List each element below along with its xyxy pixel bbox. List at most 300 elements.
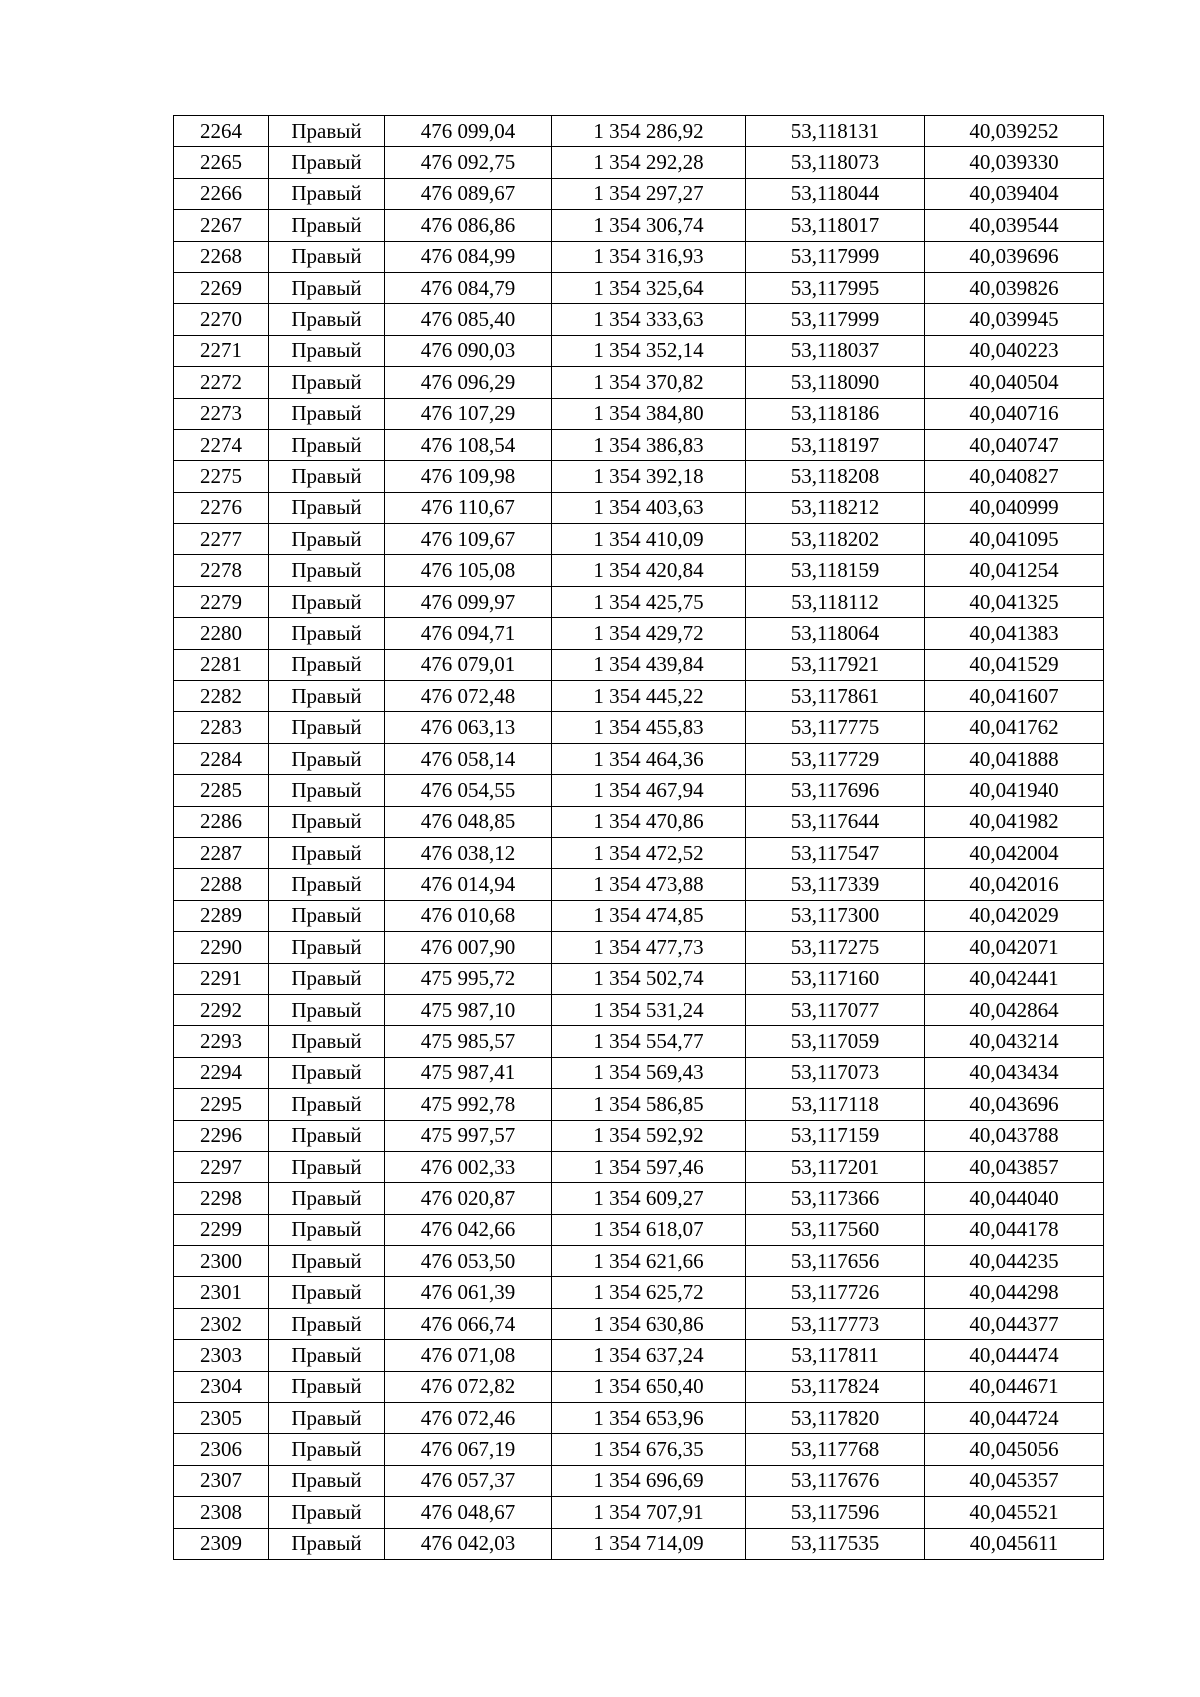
table-row xyxy=(174,900,1104,931)
point-number-cell: 2283 xyxy=(174,712,269,743)
y-coordinate-cell: 1 354 306,74 xyxy=(552,210,746,241)
side-cell: Правый xyxy=(269,461,385,492)
x-coordinate-cell: 476 105,08 xyxy=(385,555,552,586)
point-number-cell: 2282 xyxy=(174,681,269,712)
latitude-cell: 53,117921 xyxy=(746,649,925,680)
x-coordinate-cell: 476 092,75 xyxy=(385,147,552,178)
longitude-cell: 40,043696 xyxy=(925,1089,1104,1120)
point-number-cell: 2298 xyxy=(174,1183,269,1214)
y-coordinate-cell: 1 354 630,86 xyxy=(552,1308,746,1339)
table-row xyxy=(174,994,1104,1025)
y-coordinate-cell: 1 354 464,36 xyxy=(552,743,746,774)
point-number-cell: 2302 xyxy=(174,1308,269,1339)
y-coordinate-cell: 1 354 586,85 xyxy=(552,1089,746,1120)
latitude-cell: 53,117275 xyxy=(746,932,925,963)
x-coordinate-cell: 476 084,99 xyxy=(385,241,552,272)
table-row xyxy=(174,1151,1104,1182)
longitude-cell: 40,043857 xyxy=(925,1151,1104,1182)
side-cell: Правый xyxy=(269,398,385,429)
x-coordinate-cell: 476 109,67 xyxy=(385,524,552,555)
table-row xyxy=(174,555,1104,586)
side-cell: Правый xyxy=(269,1151,385,1182)
table-row xyxy=(174,1371,1104,1402)
point-number-cell: 2292 xyxy=(174,994,269,1025)
x-coordinate-cell: 476 042,03 xyxy=(385,1528,552,1559)
side-cell: Правый xyxy=(269,1246,385,1277)
table-row xyxy=(174,1120,1104,1151)
latitude-cell: 53,117773 xyxy=(746,1308,925,1339)
side-cell: Правый xyxy=(269,1214,385,1245)
side-cell: Правый xyxy=(269,1371,385,1402)
latitude-cell: 53,117775 xyxy=(746,712,925,743)
point-number-cell: 2265 xyxy=(174,147,269,178)
longitude-cell: 40,041383 xyxy=(925,618,1104,649)
table-row xyxy=(174,524,1104,555)
longitude-cell: 40,044040 xyxy=(925,1183,1104,1214)
latitude-cell: 53,117366 xyxy=(746,1183,925,1214)
point-number-cell: 2273 xyxy=(174,398,269,429)
longitude-cell: 40,042016 xyxy=(925,869,1104,900)
point-number-cell: 2271 xyxy=(174,335,269,366)
point-number-cell: 2308 xyxy=(174,1497,269,1528)
x-coordinate-cell: 476 099,97 xyxy=(385,586,552,617)
table-row xyxy=(174,775,1104,806)
y-coordinate-cell: 1 354 707,91 xyxy=(552,1497,746,1528)
point-number-cell: 2277 xyxy=(174,524,269,555)
point-number-cell: 2275 xyxy=(174,461,269,492)
longitude-cell: 40,039252 xyxy=(925,116,1104,147)
latitude-cell: 53,117201 xyxy=(746,1151,925,1182)
table-row xyxy=(174,869,1104,900)
y-coordinate-cell: 1 354 696,69 xyxy=(552,1465,746,1496)
longitude-cell: 40,045357 xyxy=(925,1465,1104,1496)
latitude-cell: 53,117596 xyxy=(746,1497,925,1528)
x-coordinate-cell: 476 099,04 xyxy=(385,116,552,147)
table-row xyxy=(174,1497,1104,1528)
y-coordinate-cell: 1 354 609,27 xyxy=(552,1183,746,1214)
y-coordinate-cell: 1 354 370,82 xyxy=(552,367,746,398)
y-coordinate-cell: 1 354 472,52 xyxy=(552,837,746,868)
point-number-cell: 2291 xyxy=(174,963,269,994)
point-number-cell: 2285 xyxy=(174,775,269,806)
longitude-cell: 40,041325 xyxy=(925,586,1104,617)
x-coordinate-cell: 476 014,94 xyxy=(385,869,552,900)
table-row xyxy=(174,1089,1104,1120)
y-coordinate-cell: 1 354 653,96 xyxy=(552,1403,746,1434)
table-row xyxy=(174,1308,1104,1339)
point-number-cell: 2306 xyxy=(174,1434,269,1465)
point-number-cell: 2264 xyxy=(174,116,269,147)
side-cell: Правый xyxy=(269,586,385,617)
y-coordinate-cell: 1 354 473,88 xyxy=(552,869,746,900)
point-number-cell: 2297 xyxy=(174,1151,269,1182)
table-row xyxy=(174,178,1104,209)
x-coordinate-cell: 476 058,14 xyxy=(385,743,552,774)
x-coordinate-cell: 476 072,48 xyxy=(385,681,552,712)
x-coordinate-cell: 476 067,19 xyxy=(385,1434,552,1465)
latitude-cell: 53,117729 xyxy=(746,743,925,774)
x-coordinate-cell: 476 066,74 xyxy=(385,1308,552,1339)
side-cell: Правый xyxy=(269,806,385,837)
latitude-cell: 53,118037 xyxy=(746,335,925,366)
y-coordinate-cell: 1 354 425,75 xyxy=(552,586,746,617)
x-coordinate-cell: 475 987,10 xyxy=(385,994,552,1025)
point-number-cell: 2294 xyxy=(174,1057,269,1088)
side-cell: Правый xyxy=(269,869,385,900)
y-coordinate-cell: 1 354 597,46 xyxy=(552,1151,746,1182)
longitude-cell: 40,040827 xyxy=(925,461,1104,492)
latitude-cell: 53,118159 xyxy=(746,555,925,586)
longitude-cell: 40,045521 xyxy=(925,1497,1104,1528)
point-number-cell: 2278 xyxy=(174,555,269,586)
side-cell: Правый xyxy=(269,1497,385,1528)
y-coordinate-cell: 1 354 386,83 xyxy=(552,429,746,460)
y-coordinate-cell: 1 354 429,72 xyxy=(552,618,746,649)
longitude-cell: 40,044474 xyxy=(925,1340,1104,1371)
point-number-cell: 2281 xyxy=(174,649,269,680)
table-row xyxy=(174,335,1104,366)
table-row xyxy=(174,461,1104,492)
y-coordinate-cell: 1 354 714,09 xyxy=(552,1528,746,1559)
x-coordinate-cell: 476 057,37 xyxy=(385,1465,552,1496)
side-cell: Правый xyxy=(269,1403,385,1434)
latitude-cell: 53,117560 xyxy=(746,1214,925,1245)
latitude-cell: 53,117118 xyxy=(746,1089,925,1120)
y-coordinate-cell: 1 354 618,07 xyxy=(552,1214,746,1245)
longitude-cell: 40,042864 xyxy=(925,994,1104,1025)
x-coordinate-cell: 476 038,12 xyxy=(385,837,552,868)
table-row xyxy=(174,743,1104,774)
side-cell: Правый xyxy=(269,618,385,649)
side-cell: Правый xyxy=(269,1089,385,1120)
point-number-cell: 2295 xyxy=(174,1089,269,1120)
y-coordinate-cell: 1 354 569,43 xyxy=(552,1057,746,1088)
table-row xyxy=(174,1183,1104,1214)
table-row xyxy=(174,806,1104,837)
table-row xyxy=(174,1403,1104,1434)
latitude-cell: 53,117059 xyxy=(746,1026,925,1057)
point-number-cell: 2287 xyxy=(174,837,269,868)
y-coordinate-cell: 1 354 625,72 xyxy=(552,1277,746,1308)
table-row xyxy=(174,1246,1104,1277)
table-row xyxy=(174,429,1104,460)
table-row xyxy=(174,210,1104,241)
latitude-cell: 53,117159 xyxy=(746,1120,925,1151)
longitude-cell: 40,039945 xyxy=(925,304,1104,335)
longitude-cell: 40,041982 xyxy=(925,806,1104,837)
latitude-cell: 53,117995 xyxy=(746,272,925,303)
x-coordinate-cell: 476 089,67 xyxy=(385,178,552,209)
longitude-cell: 40,044178 xyxy=(925,1214,1104,1245)
latitude-cell: 53,117696 xyxy=(746,775,925,806)
y-coordinate-cell: 1 354 467,94 xyxy=(552,775,746,806)
y-coordinate-cell: 1 354 650,40 xyxy=(552,1371,746,1402)
table-row xyxy=(174,1465,1104,1496)
longitude-cell: 40,041095 xyxy=(925,524,1104,555)
x-coordinate-cell: 476 072,82 xyxy=(385,1371,552,1402)
longitude-cell: 40,039404 xyxy=(925,178,1104,209)
latitude-cell: 53,117999 xyxy=(746,241,925,272)
longitude-cell: 40,040504 xyxy=(925,367,1104,398)
side-cell: Правый xyxy=(269,837,385,868)
point-number-cell: 2276 xyxy=(174,492,269,523)
point-number-cell: 2300 xyxy=(174,1246,269,1277)
longitude-cell: 40,044235 xyxy=(925,1246,1104,1277)
side-cell: Правый xyxy=(269,963,385,994)
x-coordinate-cell: 476 090,03 xyxy=(385,335,552,366)
table-row xyxy=(174,492,1104,523)
latitude-cell: 53,117547 xyxy=(746,837,925,868)
y-coordinate-cell: 1 354 621,66 xyxy=(552,1246,746,1277)
table-row xyxy=(174,932,1104,963)
table-row xyxy=(174,1434,1104,1465)
side-cell: Правый xyxy=(269,178,385,209)
longitude-cell: 40,041940 xyxy=(925,775,1104,806)
table-row xyxy=(174,304,1104,335)
point-number-cell: 2268 xyxy=(174,241,269,272)
point-number-cell: 2272 xyxy=(174,367,269,398)
table-row xyxy=(174,1057,1104,1088)
latitude-cell: 53,117726 xyxy=(746,1277,925,1308)
x-coordinate-cell: 476 071,08 xyxy=(385,1340,552,1371)
side-cell: Правый xyxy=(269,272,385,303)
longitude-cell: 40,043434 xyxy=(925,1057,1104,1088)
point-number-cell: 2299 xyxy=(174,1214,269,1245)
side-cell: Правый xyxy=(269,649,385,680)
point-number-cell: 2305 xyxy=(174,1403,269,1434)
longitude-cell: 40,045611 xyxy=(925,1528,1104,1559)
side-cell: Правый xyxy=(269,1120,385,1151)
x-coordinate-cell: 476 007,90 xyxy=(385,932,552,963)
x-coordinate-cell: 476 096,29 xyxy=(385,367,552,398)
latitude-cell: 53,118064 xyxy=(746,618,925,649)
latitude-cell: 53,117656 xyxy=(746,1246,925,1277)
latitude-cell: 53,117861 xyxy=(746,681,925,712)
longitude-cell: 40,044671 xyxy=(925,1371,1104,1402)
x-coordinate-cell: 476 094,71 xyxy=(385,618,552,649)
latitude-cell: 53,117824 xyxy=(746,1371,925,1402)
x-coordinate-cell: 476 061,39 xyxy=(385,1277,552,1308)
x-coordinate-cell: 476 072,46 xyxy=(385,1403,552,1434)
point-number-cell: 2293 xyxy=(174,1026,269,1057)
latitude-cell: 53,117160 xyxy=(746,963,925,994)
table-row xyxy=(174,272,1104,303)
longitude-cell: 40,042029 xyxy=(925,900,1104,931)
longitude-cell: 40,041254 xyxy=(925,555,1104,586)
x-coordinate-cell: 476 084,79 xyxy=(385,272,552,303)
table-row xyxy=(174,681,1104,712)
x-coordinate-cell: 476 048,67 xyxy=(385,1497,552,1528)
y-coordinate-cell: 1 354 470,86 xyxy=(552,806,746,837)
table-row xyxy=(174,712,1104,743)
point-number-cell: 2304 xyxy=(174,1371,269,1402)
side-cell: Правый xyxy=(269,524,385,555)
point-number-cell: 2309 xyxy=(174,1528,269,1559)
point-number-cell: 2286 xyxy=(174,806,269,837)
point-number-cell: 2290 xyxy=(174,932,269,963)
side-cell: Правый xyxy=(269,147,385,178)
side-cell: Правый xyxy=(269,932,385,963)
y-coordinate-cell: 1 354 554,77 xyxy=(552,1026,746,1057)
latitude-cell: 53,117811 xyxy=(746,1340,925,1371)
side-cell: Правый xyxy=(269,900,385,931)
latitude-cell: 53,118202 xyxy=(746,524,925,555)
longitude-cell: 40,039544 xyxy=(925,210,1104,241)
latitude-cell: 53,118112 xyxy=(746,586,925,617)
y-coordinate-cell: 1 354 333,63 xyxy=(552,304,746,335)
latitude-cell: 53,118197 xyxy=(746,429,925,460)
table-row xyxy=(174,963,1104,994)
x-coordinate-cell: 476 002,33 xyxy=(385,1151,552,1182)
y-coordinate-cell: 1 354 637,24 xyxy=(552,1340,746,1371)
longitude-cell: 40,041607 xyxy=(925,681,1104,712)
point-number-cell: 2267 xyxy=(174,210,269,241)
longitude-cell: 40,042004 xyxy=(925,837,1104,868)
x-coordinate-cell: 476 020,87 xyxy=(385,1183,552,1214)
point-number-cell: 2296 xyxy=(174,1120,269,1151)
point-number-cell: 2301 xyxy=(174,1277,269,1308)
y-coordinate-cell: 1 354 477,73 xyxy=(552,932,746,963)
side-cell: Правый xyxy=(269,367,385,398)
y-coordinate-cell: 1 354 592,92 xyxy=(552,1120,746,1151)
side-cell: Правый xyxy=(269,1434,385,1465)
coordinates-table xyxy=(173,115,1104,1560)
y-coordinate-cell: 1 354 420,84 xyxy=(552,555,746,586)
latitude-cell: 53,118073 xyxy=(746,147,925,178)
point-number-cell: 2303 xyxy=(174,1340,269,1371)
point-number-cell: 2289 xyxy=(174,900,269,931)
x-coordinate-cell: 475 987,41 xyxy=(385,1057,552,1088)
table-row xyxy=(174,147,1104,178)
table-row xyxy=(174,1026,1104,1057)
longitude-cell: 40,041888 xyxy=(925,743,1104,774)
table-row xyxy=(174,1528,1104,1559)
y-coordinate-cell: 1 354 286,92 xyxy=(552,116,746,147)
y-coordinate-cell: 1 354 676,35 xyxy=(552,1434,746,1465)
side-cell: Правый xyxy=(269,241,385,272)
longitude-cell: 40,040747 xyxy=(925,429,1104,460)
longitude-cell: 40,042441 xyxy=(925,963,1104,994)
point-number-cell: 2269 xyxy=(174,272,269,303)
y-coordinate-cell: 1 354 445,22 xyxy=(552,681,746,712)
y-coordinate-cell: 1 354 455,83 xyxy=(552,712,746,743)
y-coordinate-cell: 1 354 316,93 xyxy=(552,241,746,272)
table-row xyxy=(174,398,1104,429)
x-coordinate-cell: 476 086,86 xyxy=(385,210,552,241)
x-coordinate-cell: 476 085,40 xyxy=(385,304,552,335)
latitude-cell: 53,117300 xyxy=(746,900,925,931)
x-coordinate-cell: 476 048,85 xyxy=(385,806,552,837)
y-coordinate-cell: 1 354 502,74 xyxy=(552,963,746,994)
table-row xyxy=(174,1214,1104,1245)
table-row xyxy=(174,837,1104,868)
table-row xyxy=(174,1277,1104,1308)
y-coordinate-cell: 1 354 352,14 xyxy=(552,335,746,366)
x-coordinate-cell: 476 108,54 xyxy=(385,429,552,460)
longitude-cell: 40,039330 xyxy=(925,147,1104,178)
table-row xyxy=(174,367,1104,398)
y-coordinate-cell: 1 354 292,28 xyxy=(552,147,746,178)
side-cell: Правый xyxy=(269,555,385,586)
latitude-cell: 53,118212 xyxy=(746,492,925,523)
side-cell: Правый xyxy=(269,1277,385,1308)
latitude-cell: 53,117073 xyxy=(746,1057,925,1088)
latitude-cell: 53,118208 xyxy=(746,461,925,492)
side-cell: Правый xyxy=(269,1340,385,1371)
point-number-cell: 2288 xyxy=(174,869,269,900)
latitude-cell: 53,117644 xyxy=(746,806,925,837)
side-cell: Правый xyxy=(269,994,385,1025)
side-cell: Правый xyxy=(269,210,385,241)
x-coordinate-cell: 476 054,55 xyxy=(385,775,552,806)
table-row xyxy=(174,116,1104,147)
latitude-cell: 53,118044 xyxy=(746,178,925,209)
coordinates-table-body xyxy=(174,116,1104,1560)
side-cell: Правый xyxy=(269,1308,385,1339)
latitude-cell: 53,117676 xyxy=(746,1465,925,1496)
x-coordinate-cell: 476 063,13 xyxy=(385,712,552,743)
longitude-cell: 40,040999 xyxy=(925,492,1104,523)
side-cell: Правый xyxy=(269,712,385,743)
longitude-cell: 40,039696 xyxy=(925,241,1104,272)
longitude-cell: 40,044298 xyxy=(925,1277,1104,1308)
side-cell: Правый xyxy=(269,681,385,712)
point-number-cell: 2274 xyxy=(174,429,269,460)
side-cell: Правый xyxy=(269,1183,385,1214)
y-coordinate-cell: 1 354 403,63 xyxy=(552,492,746,523)
longitude-cell: 40,043214 xyxy=(925,1026,1104,1057)
point-number-cell: 2284 xyxy=(174,743,269,774)
longitude-cell: 40,044377 xyxy=(925,1308,1104,1339)
latitude-cell: 53,117820 xyxy=(746,1403,925,1434)
side-cell: Правый xyxy=(269,492,385,523)
point-number-cell: 2270 xyxy=(174,304,269,335)
side-cell: Правый xyxy=(269,775,385,806)
longitude-cell: 40,040223 xyxy=(925,335,1104,366)
side-cell: Правый xyxy=(269,1528,385,1559)
side-cell: Правый xyxy=(269,335,385,366)
point-number-cell: 2279 xyxy=(174,586,269,617)
longitude-cell: 40,043788 xyxy=(925,1120,1104,1151)
longitude-cell: 40,044724 xyxy=(925,1403,1104,1434)
longitude-cell: 40,041529 xyxy=(925,649,1104,680)
x-coordinate-cell: 476 079,01 xyxy=(385,649,552,680)
y-coordinate-cell: 1 354 410,09 xyxy=(552,524,746,555)
x-coordinate-cell: 475 995,72 xyxy=(385,963,552,994)
point-number-cell: 2307 xyxy=(174,1465,269,1496)
x-coordinate-cell: 475 992,78 xyxy=(385,1089,552,1120)
latitude-cell: 53,118131 xyxy=(746,116,925,147)
x-coordinate-cell: 475 997,57 xyxy=(385,1120,552,1151)
latitude-cell: 53,118186 xyxy=(746,398,925,429)
point-number-cell: 2280 xyxy=(174,618,269,649)
side-cell: Правый xyxy=(269,1057,385,1088)
longitude-cell: 40,045056 xyxy=(925,1434,1104,1465)
table-row xyxy=(174,649,1104,680)
longitude-cell: 40,039826 xyxy=(925,272,1104,303)
x-coordinate-cell: 475 985,57 xyxy=(385,1026,552,1057)
y-coordinate-cell: 1 354 474,85 xyxy=(552,900,746,931)
y-coordinate-cell: 1 354 439,84 xyxy=(552,649,746,680)
side-cell: Правый xyxy=(269,743,385,774)
x-coordinate-cell: 476 010,68 xyxy=(385,900,552,931)
y-coordinate-cell: 1 354 531,24 xyxy=(552,994,746,1025)
y-coordinate-cell: 1 354 297,27 xyxy=(552,178,746,209)
latitude-cell: 53,117768 xyxy=(746,1434,925,1465)
latitude-cell: 53,117999 xyxy=(746,304,925,335)
side-cell: Правый xyxy=(269,1026,385,1057)
longitude-cell: 40,041762 xyxy=(925,712,1104,743)
